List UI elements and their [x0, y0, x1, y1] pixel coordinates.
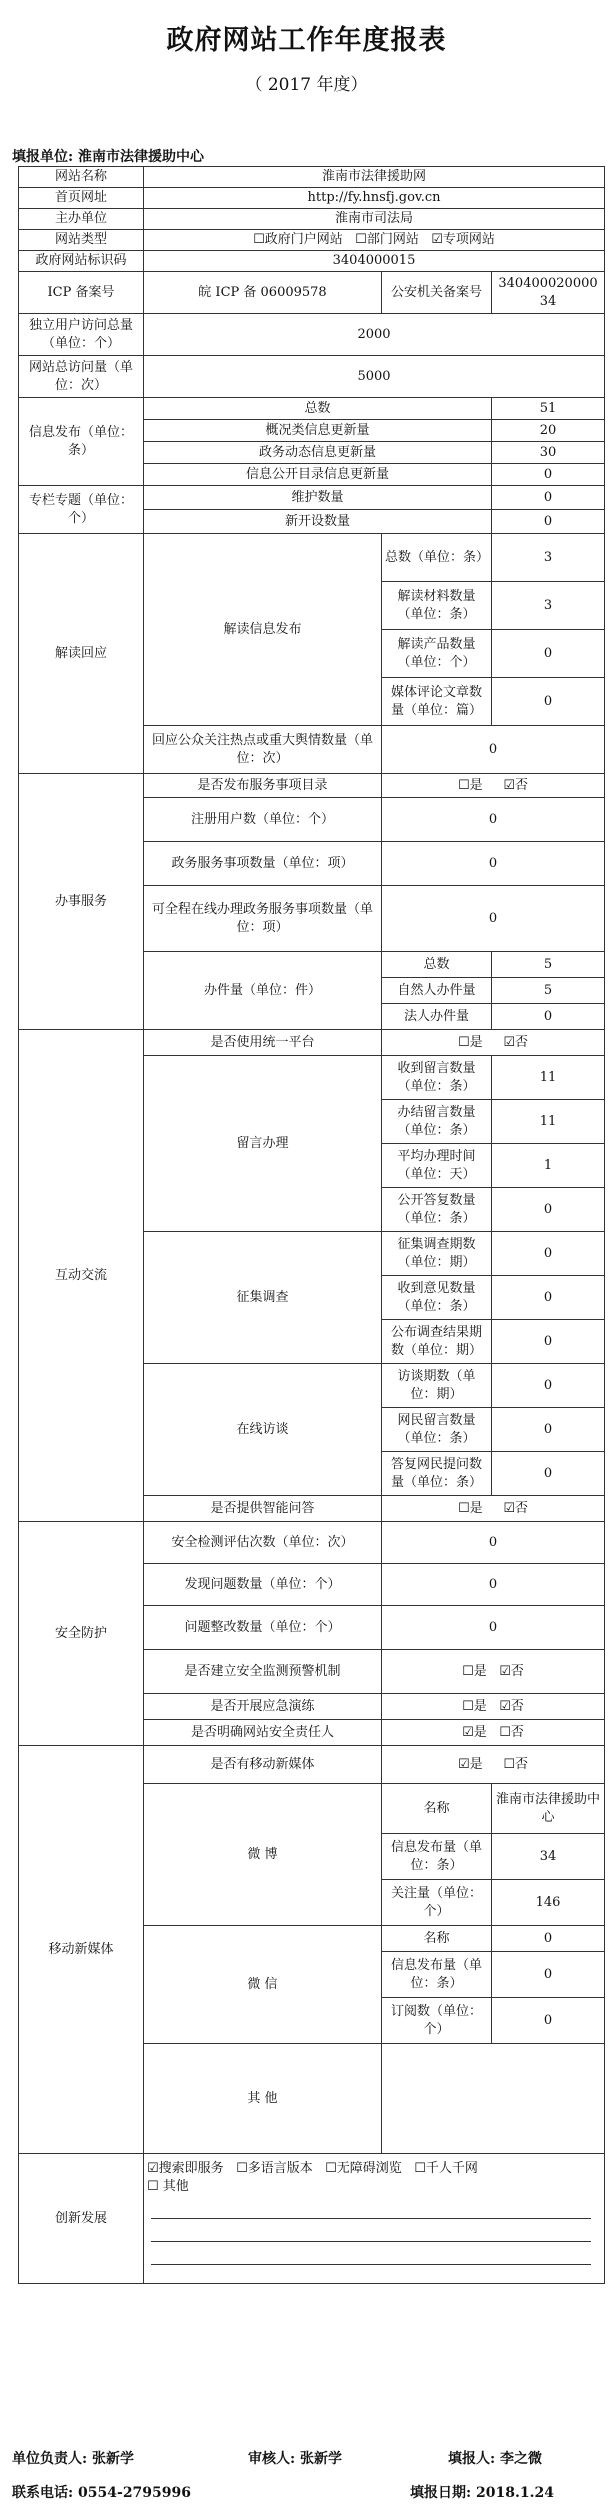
- type-option-special: ☑专项网站: [431, 232, 495, 247]
- survey-row-label: 收到意见数量（单位：条）: [382, 1276, 492, 1320]
- option-no: ☑否: [503, 1500, 528, 1516]
- weibo-row-value: 146: [492, 1880, 605, 1926]
- interact-interview-label: 在线访谈: [144, 1364, 382, 1496]
- report-table: [18, 166, 605, 2284]
- label-site-name: 网站名称: [19, 167, 144, 188]
- info-row-value: 0: [492, 464, 605, 486]
- section-info: 信息发布（单位：条）: [19, 398, 144, 486]
- interview-row-value: 0: [492, 1452, 605, 1496]
- innovation-row: [147, 2160, 601, 2178]
- security-drill-label: 是否开展应急演练: [144, 1694, 382, 1720]
- msg-row-label: 收到留言数量（单位：条）: [382, 1056, 492, 1100]
- service-dir-options: [382, 774, 605, 798]
- info-row-value: 20: [492, 420, 605, 442]
- footer-filler: 填报人: 李之微: [448, 2451, 543, 2467]
- msg-row-label: 平均办理时间（单位：天）: [382, 1144, 492, 1188]
- handle-row-value: 5: [492, 952, 605, 978]
- section-interp: 解读回应: [19, 534, 144, 774]
- interview-row-label: 网民留言数量（单位：条）: [382, 1408, 492, 1452]
- police-number: 34040002000034: [492, 272, 605, 314]
- footer-phone: 联系电话: 0554-2795996: [12, 2485, 192, 2501]
- interp-row-value: 0: [492, 678, 605, 726]
- handle-row-label: 自然人办件量: [382, 978, 492, 1004]
- site-type-options: [144, 230, 605, 251]
- security-owner-options: [382, 1720, 605, 1746]
- host-unit: 淮南市司法局: [144, 209, 605, 230]
- section-security: 安全防护: [19, 1522, 144, 1746]
- section-service: 办事服务: [19, 774, 144, 1030]
- footer-reviewer: 审核人: 张新学: [248, 2451, 343, 2467]
- innovation-option: ☑搜索即服务: [147, 2161, 224, 2176]
- option-yes: ☐是: [458, 777, 483, 793]
- option-no: ☑否: [499, 1698, 524, 1714]
- label-home-url: 首页网址: [19, 188, 144, 209]
- blank-line: [151, 2219, 591, 2242]
- section-media: 移动新媒体: [19, 1746, 144, 2154]
- interp-row-label: 解读产品数量（单位：个）: [382, 630, 492, 678]
- wechat-row-label: 订阅数（单位：个）: [382, 1998, 492, 2044]
- interact-survey-label: 征集调查: [144, 1232, 382, 1364]
- option-yes: ☐是: [462, 1663, 487, 1679]
- option-no: ☐否: [499, 1724, 524, 1740]
- interview-row-value: 0: [492, 1364, 605, 1408]
- survey-row-label: 征集调查期数（单位：期）: [382, 1232, 492, 1276]
- media-wechat-label: 微 信: [144, 1926, 382, 2044]
- security-row-label: 安全检测评估次数（单位：次）: [144, 1522, 382, 1564]
- innovation-other: ☐ 其他: [147, 2179, 189, 2194]
- msg-row-value: 1: [492, 1144, 605, 1188]
- media-weibo-label: 微 博: [144, 1784, 382, 1926]
- section-special: 专栏专题（单位：个）: [19, 486, 144, 534]
- wechat-row-label: 名称: [382, 1926, 492, 1952]
- service-items-label: 政务服务事项数量（单位：项）: [144, 842, 382, 886]
- interp-row-value: 0: [492, 630, 605, 678]
- blank-line: [151, 2196, 591, 2219]
- wechat-row-value: 0: [492, 1998, 605, 2044]
- option-no: ☐否: [503, 1756, 528, 1772]
- security-row-value: 0: [382, 1522, 605, 1564]
- interp-row-label: 解读材料数量（单位：条）: [382, 582, 492, 630]
- option-no: ☑否: [503, 1034, 528, 1050]
- security-monitor-options: [382, 1650, 605, 1694]
- info-row-label: 概况类信息更新量: [144, 420, 492, 442]
- security-owner-label: 是否明确网站安全责任人: [144, 1720, 382, 1746]
- msg-row-value: 11: [492, 1056, 605, 1100]
- option-yes: ☑是: [462, 1724, 487, 1740]
- innovation-option: ☐无障碍浏览: [325, 2161, 402, 2176]
- service-online-value: 0: [382, 886, 605, 952]
- section-innovation: 创新发展: [19, 2154, 144, 2284]
- footer-date: 填报日期: 2018.1.24: [410, 2485, 554, 2501]
- weibo-row-label: 名称: [382, 1784, 492, 1834]
- security-drill-options: [382, 1694, 605, 1720]
- info-row-label: 信息公开目录信息更新量: [144, 464, 492, 486]
- info-row-value: 51: [492, 398, 605, 420]
- survey-row-value: 0: [492, 1320, 605, 1364]
- msg-row-value: 0: [492, 1188, 605, 1232]
- wechat-row-value: 0: [492, 1952, 605, 1998]
- icp-number: 皖 ICP 备 06009578: [144, 272, 382, 314]
- special-row-value: 0: [492, 510, 605, 534]
- media-other-label: 其 他: [144, 2044, 382, 2154]
- interp-response-value: 0: [382, 726, 605, 774]
- interact-smart-label: 是否提供智能问答: [144, 1496, 382, 1522]
- service-items-value: 0: [382, 842, 605, 886]
- label-uv: 独立用户访问总量（单位：个）: [19, 314, 144, 356]
- reporting-unit: 填报单位: 淮南市法律援助中心: [12, 149, 205, 165]
- interact-platform-label: 是否使用统一平台: [144, 1030, 382, 1056]
- survey-row-label: 公布调查结果期数（单位：期）: [382, 1320, 492, 1364]
- label-icp: ICP 备案号: [19, 272, 144, 314]
- weibo-row-label: 关注量（单位：个）: [382, 1880, 492, 1926]
- interview-row-value: 0: [492, 1408, 605, 1452]
- info-row-value: 30: [492, 442, 605, 464]
- interp-sub: 解读信息发布: [144, 534, 382, 726]
- label-host: 主办单位: [19, 209, 144, 230]
- special-row-label: 新开设数量: [144, 510, 492, 534]
- survey-row-value: 0: [492, 1232, 605, 1276]
- service-dir-label: 是否发布服务事项目录: [144, 774, 382, 798]
- interact-platform-options: [382, 1030, 605, 1056]
- site-name: 淮南市法律援助网: [144, 167, 605, 188]
- handle-row-value: 5: [492, 978, 605, 1004]
- weibo-row-label: 信息发布量（单位：条）: [382, 1834, 492, 1880]
- pv-value: 5000: [144, 356, 605, 398]
- security-row-value: 0: [382, 1564, 605, 1606]
- media-other-value: [382, 2044, 605, 2154]
- interp-row-label: 媒体评论文章数量（单位：篇）: [382, 678, 492, 726]
- interp-row-label: 总数（单位：条）: [382, 534, 492, 582]
- interview-row-label: 访谈期数（单位：期）: [382, 1364, 492, 1408]
- interp-row-value: 3: [492, 582, 605, 630]
- option-no: ☑否: [503, 777, 528, 793]
- innovation-option: ☐多语言版本: [236, 2161, 313, 2176]
- weibo-row-value: 淮南市法律援助中心: [492, 1784, 605, 1834]
- label-pv: 网站总访问量（单位：次）: [19, 356, 144, 398]
- interp-response-label: 回应公众关注热点或重大舆情数量（单位：次）: [144, 726, 382, 774]
- interact-smart-options: [382, 1496, 605, 1522]
- site-code: 3404000015: [144, 251, 605, 272]
- service-reg-value: 0: [382, 798, 605, 842]
- service-online-label: 可全程在线办理政务服务事项数量（单位：项）: [144, 886, 382, 952]
- type-option-portal: ☐政府门户网站: [253, 232, 343, 247]
- security-monitor-label: 是否建立安全监测预警机制: [144, 1650, 382, 1694]
- home-url: http://fy.hnsfj.gov.cn: [144, 188, 605, 209]
- security-row-label: 发现问题数量（单位：个）: [144, 1564, 382, 1606]
- special-row-label: 维护数量: [144, 486, 492, 510]
- option-yes: ☐是: [458, 1034, 483, 1050]
- media-has-options: [382, 1746, 605, 1784]
- service-reg-label: 注册用户数（单位：个）: [144, 798, 382, 842]
- label-site-code: 政府网站标识码: [19, 251, 144, 272]
- report-year: （ 2017 年度）: [245, 75, 368, 95]
- handle-row-label: 总数: [382, 952, 492, 978]
- label-police: 公安机关备案号: [382, 272, 492, 314]
- handle-row-label: 法人办件量: [382, 1004, 492, 1030]
- option-yes: ☐是: [462, 1698, 487, 1714]
- uv-value: 2000: [144, 314, 605, 356]
- media-has-label: 是否有移动新媒体: [144, 1746, 382, 1784]
- info-row-label: 政务动态信息更新量: [144, 442, 492, 464]
- info-row-label: 总数: [144, 398, 492, 420]
- option-yes: ☑是: [458, 1756, 483, 1772]
- service-handle-label: 办件量（单位：件）: [144, 952, 382, 1030]
- wechat-row-value: 0: [492, 1926, 605, 1952]
- interview-row-label: 答复网民提问数量（单位：条）: [382, 1452, 492, 1496]
- option-no: ☑否: [499, 1663, 524, 1679]
- handle-row-value: 0: [492, 1004, 605, 1030]
- label-site-type: 网站类型: [19, 230, 144, 251]
- interact-msg-label: 留言办理: [144, 1056, 382, 1232]
- msg-row-value: 11: [492, 1100, 605, 1144]
- security-row-value: 0: [382, 1606, 605, 1650]
- option-yes: ☐是: [458, 1500, 483, 1516]
- weibo-row-value: 34: [492, 1834, 605, 1880]
- report-title: 政府网站工作年度报表: [166, 25, 447, 56]
- innovation-other-row: [147, 2178, 601, 2196]
- innovation-options: [144, 2154, 605, 2284]
- footer-leader: 单位负责人: 张新学: [12, 2451, 135, 2467]
- section-interact: 互动交流: [19, 1030, 144, 1522]
- special-row-value: 0: [492, 486, 605, 510]
- type-option-department: ☐部门网站: [355, 232, 419, 247]
- interp-row-value: 3: [492, 534, 605, 582]
- msg-row-label: 办结留言数量（单位：条）: [382, 1100, 492, 1144]
- innovation-option: ☐千人千网: [414, 2161, 478, 2176]
- blank-line: [151, 2242, 591, 2265]
- msg-row-label: 公开答复数量（单位：条）: [382, 1188, 492, 1232]
- survey-row-value: 0: [492, 1276, 605, 1320]
- security-row-label: 问题整改数量（单位：个）: [144, 1606, 382, 1650]
- wechat-row-label: 信息发布量（单位：条）: [382, 1952, 492, 1998]
